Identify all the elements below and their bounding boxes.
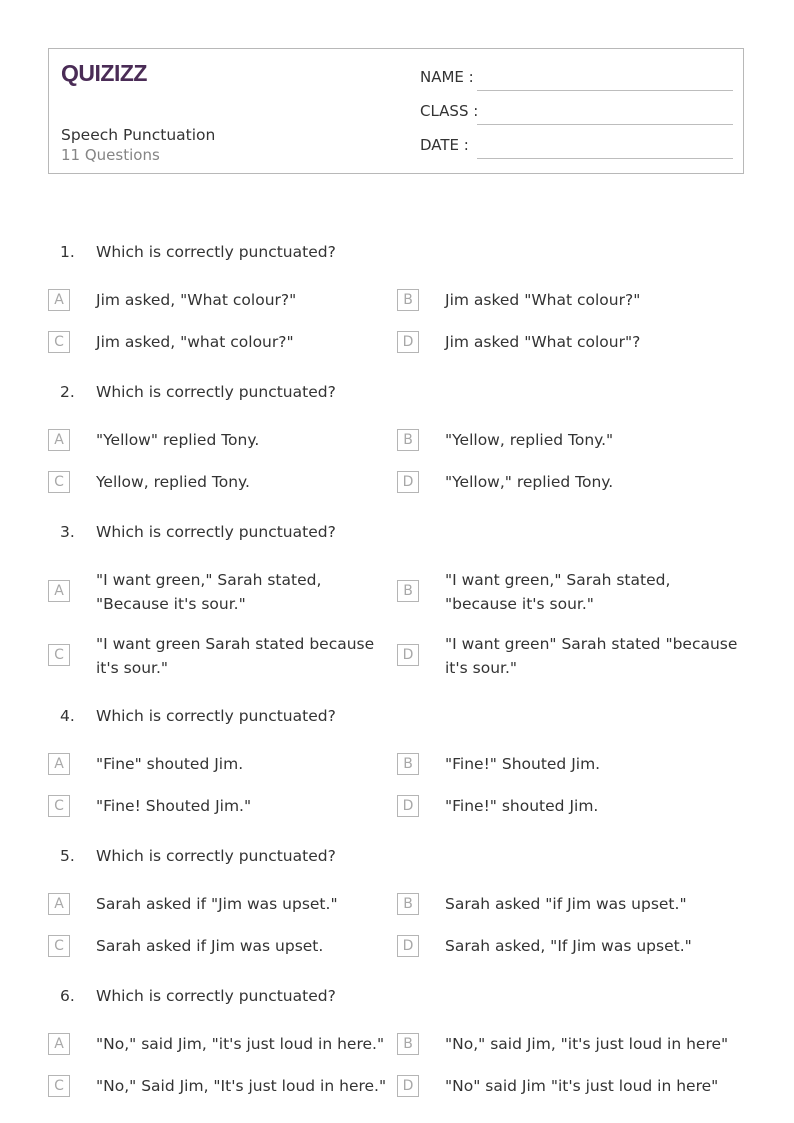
worksheet-title: Speech Punctuation [61,126,216,144]
option-text: Sarah asked if Jim was upset. [96,937,324,955]
question-prompt: Which is correctly punctuated? [96,987,336,1005]
option-text: "Fine" shouted Jim. [96,755,244,773]
worksheet-header [48,48,744,174]
option-letter-box: C [48,471,70,493]
question-prompt: Which is correctly punctuated? [96,523,336,541]
option-letter-box: D [397,471,419,493]
option-letter-box: B [397,893,419,915]
option-text: "Fine! Shouted Jim." [96,797,252,815]
name-label: NAME : [420,68,474,86]
option-text: Jim asked, "what colour?" [96,333,294,351]
option-letter-box: A [48,580,70,602]
question-number: 6. [60,987,75,1005]
option-text: Jim asked, "What colour?" [96,291,297,309]
option-text: "Yellow," replied Tony. [445,473,614,491]
option-text: Sarah asked if "Jim was upset." [96,895,338,913]
option-letter-box: D [397,331,419,353]
option-letter-box: B [397,289,419,311]
question-number: 2. [60,383,75,401]
option-text: "I want green Sarah stated because it's sour." [96,635,375,677]
svg-text:QUIZIZZ: QUIZIZZ [61,60,147,86]
question-number: 5. [60,847,75,865]
option-letter-box: B [397,753,419,775]
option-text: Yellow, replied Tony. [96,473,250,491]
option-letter-box: B [397,1033,419,1055]
option-letter-box: C [48,1075,70,1097]
option-letter-box: B [397,429,419,451]
option-letter-box: C [48,935,70,957]
option-text: "No" said Jim "it's just loud in here" [445,1077,719,1095]
option-letter-box: A [48,1033,70,1055]
option-text: Jim asked "What colour?" [445,291,641,309]
date-line[interactable] [477,158,733,159]
option-text: "I want green," Sarah stated, "Because it's sour." [96,571,322,613]
option-text: "Yellow" replied Tony. [96,431,260,449]
option-text: "No," said Jim, "it's just loud in here" [445,1035,729,1053]
option-letter-box: D [397,644,419,666]
option-text: "No," Said Jim, "It's just loud in here." [96,1077,387,1095]
option-text: "Yellow, replied Tony." [445,431,614,449]
option-text: Sarah asked, "If Jim was upset." [445,937,692,955]
class-label: CLASS : [420,102,479,120]
option-letter-box: B [397,580,419,602]
question-prompt: Which is correctly punctuated? [96,707,336,725]
option-text: Jim asked "What colour"? [445,333,641,351]
option-letter-box: D [397,935,419,957]
option-letter-box: C [48,331,70,353]
question-number: 1. [60,243,75,261]
option-text: "I want green" Sarah stated "because it's sour." [445,635,738,677]
option-text: "No," said Jim, "it's just loud in here." [96,1035,385,1053]
option-text: "Fine!" Shouted Jim. [445,755,601,773]
question-count: 11 Questions [61,146,160,164]
question-prompt: Which is correctly punctuated? [96,847,336,865]
option-letter-box: C [48,795,70,817]
option-letter-box: A [48,429,70,451]
option-letter-box: C [48,644,70,666]
option-text: "Fine!" shouted Jim. [445,797,599,815]
question-number: 4. [60,707,75,725]
option-text: Sarah asked "if Jim was upset." [445,895,687,913]
option-letter-box: A [48,289,70,311]
name-line[interactable] [477,90,733,91]
question-number: 3. [60,523,75,541]
question-prompt: Which is correctly punctuated? [96,243,336,261]
class-line[interactable] [477,124,733,125]
option-letter-box: D [397,795,419,817]
option-text: "I want green," Sarah stated, "because it's sour." [445,571,671,613]
question-prompt: Which is correctly punctuated? [96,383,336,401]
quizizz-logo [61,58,153,88]
option-letter-box: A [48,893,70,915]
option-letter-box: D [397,1075,419,1097]
date-label: DATE : [420,136,469,154]
option-letter-box: A [48,753,70,775]
